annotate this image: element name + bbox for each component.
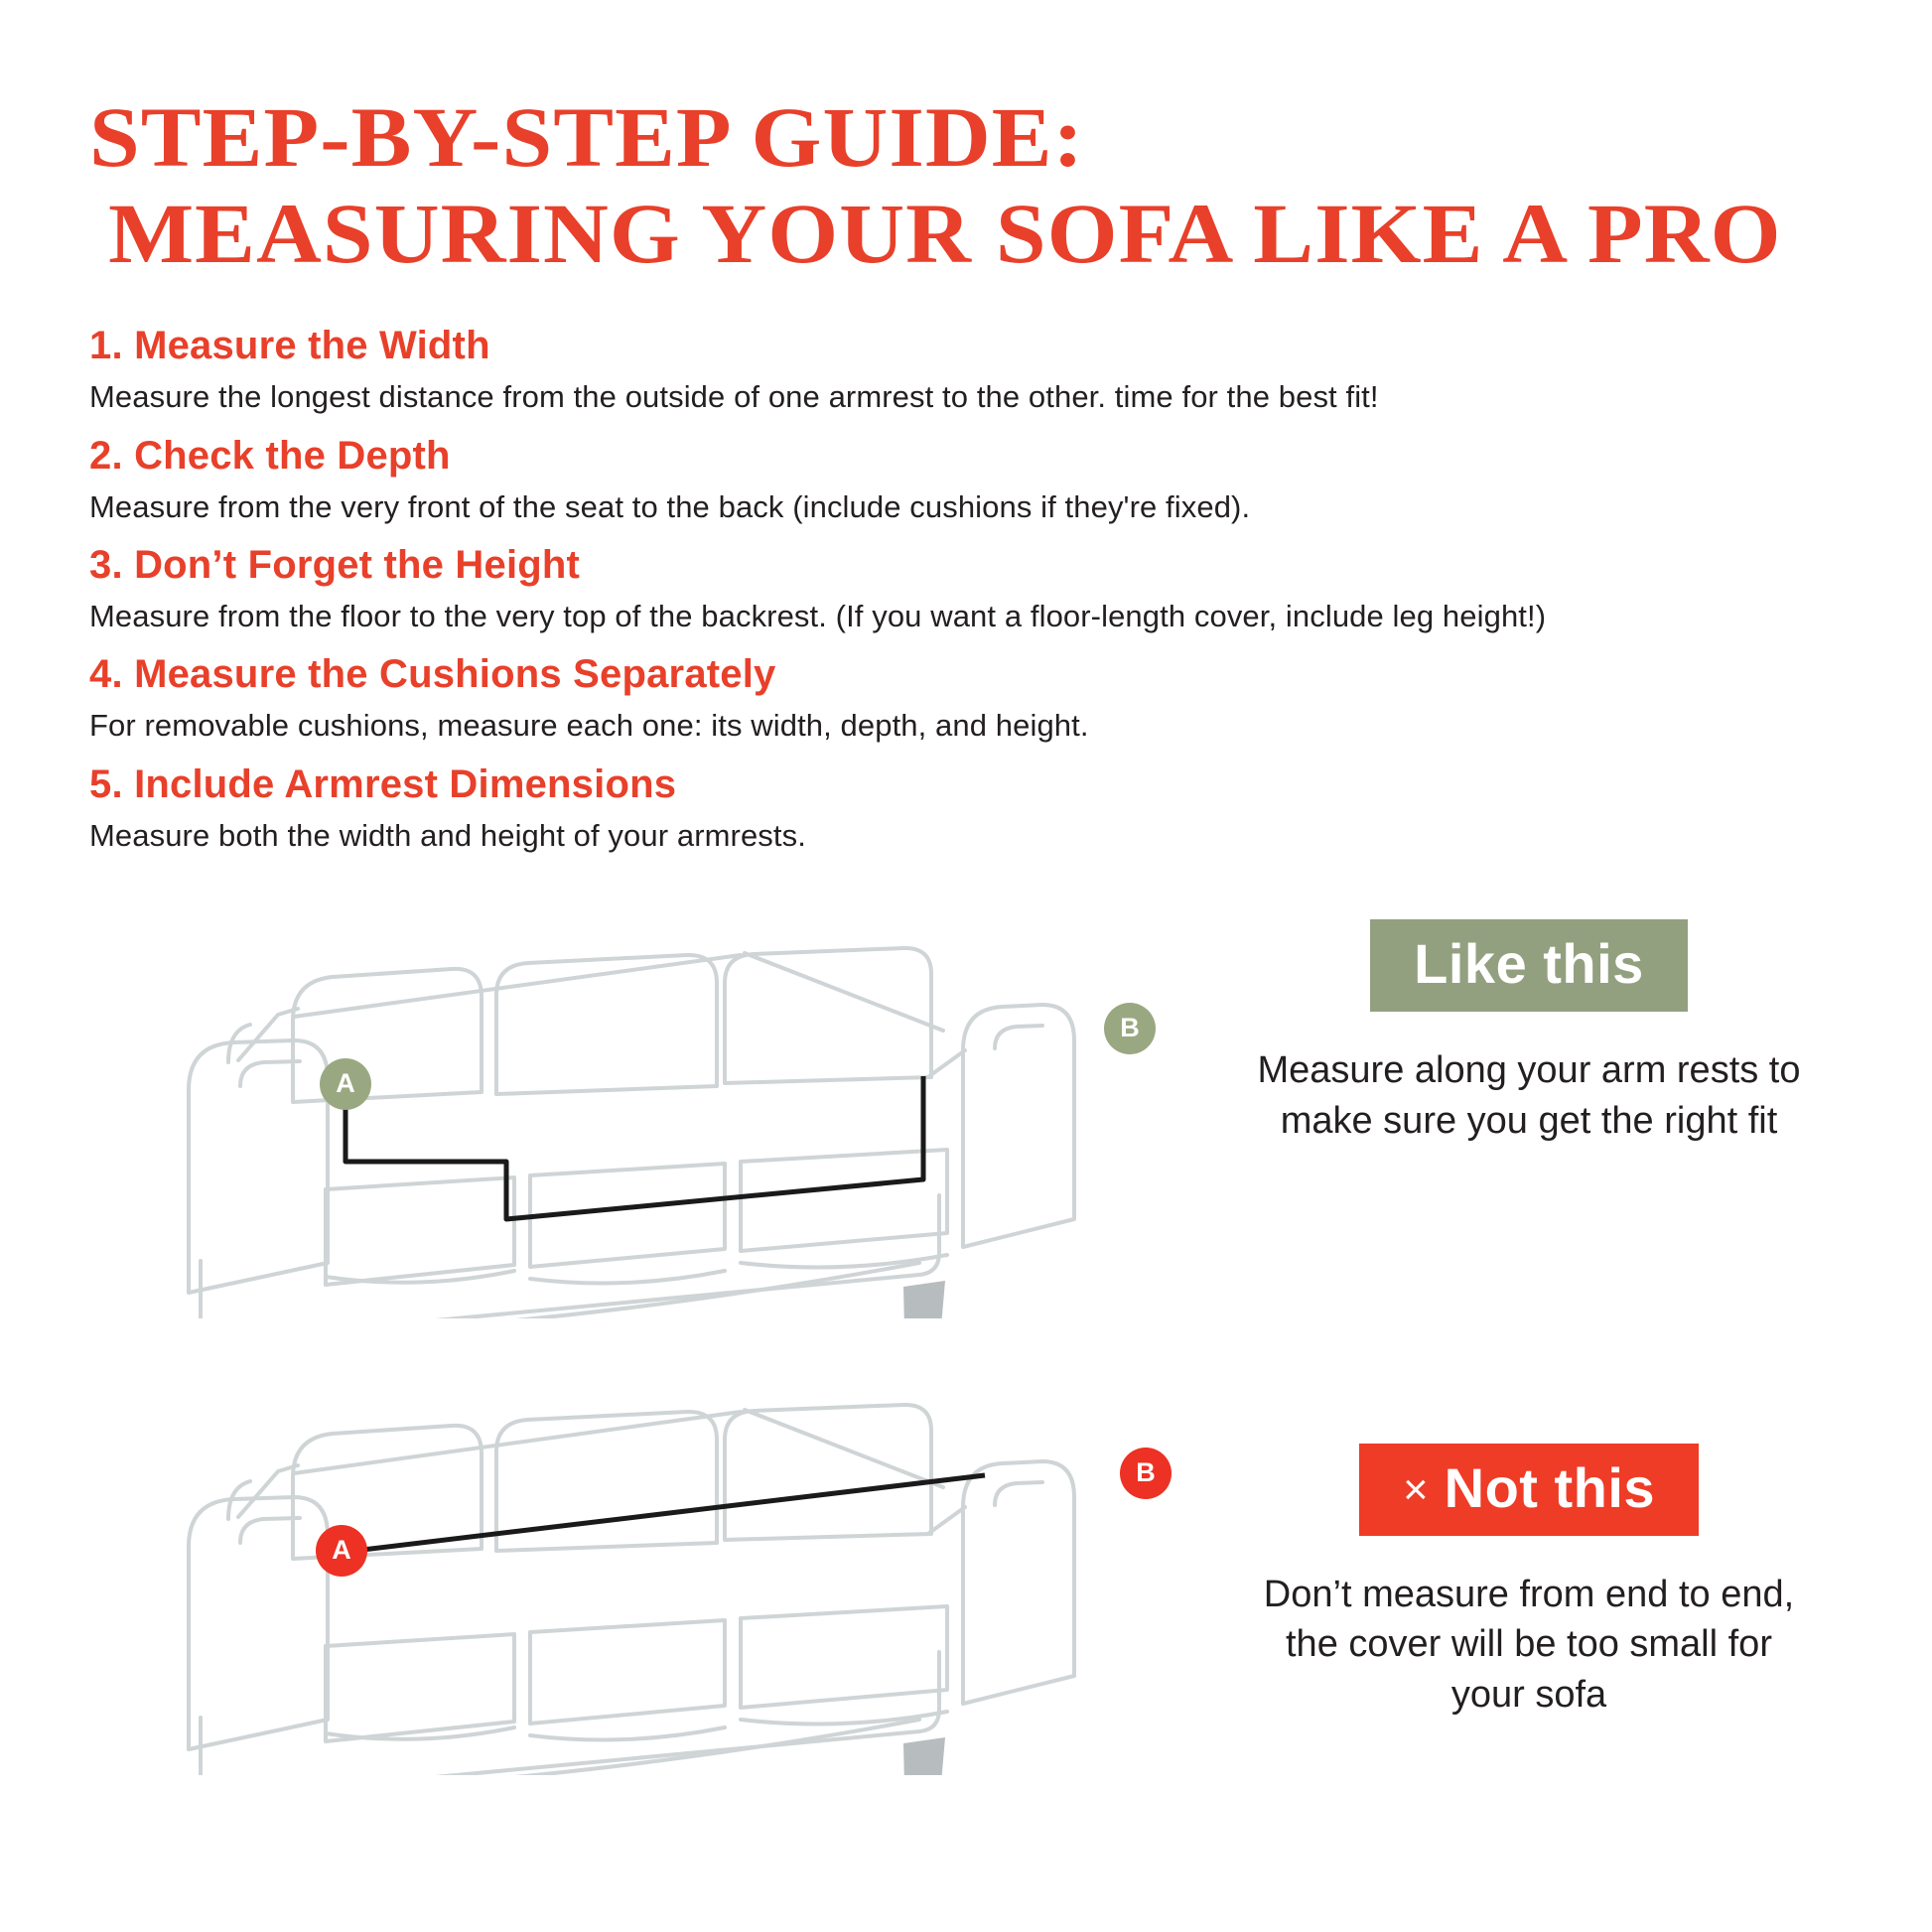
callout-not-banner-row (1251, 1444, 1807, 1537)
callout-like-this (1251, 919, 1807, 1146)
step-3-body: Measure from the floor to the very top of the backrest. (If you want a floor-length cover, include leg height!) (89, 598, 1547, 633)
step-item-3 (89, 543, 1843, 636)
step-3-heading: 3. Don’t Forget the Height (89, 542, 581, 587)
measure-path-correct (345, 1076, 923, 1219)
close-icon: × (1402, 1464, 1429, 1514)
measure-path-incorrect (338, 1475, 985, 1553)
callout-like-label: Like this (1414, 931, 1644, 995)
sofa-outline-svg-2 (89, 1348, 1162, 1775)
step-4-body: For removable cushions, measure each one: its width, depth, and height. (89, 708, 1089, 744)
step-4-heading: 4. Measure the Cushions Separately (89, 652, 776, 697)
badge-point-b-incorrect: B (1120, 1448, 1172, 1499)
badge-point-b-correct: B (1104, 1003, 1156, 1054)
diagram-column (89, 892, 1211, 1785)
callout-like-text: Measure along your arm rests to make sure you get the right fit (1257, 1049, 1801, 1142)
illustration-section (89, 892, 1843, 1785)
step-5-heading: 5. Include Armrest Dimensions (89, 761, 677, 806)
page-title-line-2: MEASURING YOUR SOFA LIKE A PRO (108, 186, 1782, 282)
callout-not-this (1251, 1444, 1807, 1720)
sofa-diagram-incorrect (89, 1348, 1162, 1775)
badge-point-a-correct: A (320, 1058, 371, 1110)
callout-like-banner (1370, 919, 1688, 1013)
badge-point-a-incorrect: A (316, 1525, 367, 1577)
steps-list (89, 324, 1843, 855)
callout-like-banner-row (1251, 919, 1807, 1013)
callout-not-label: Not this (1444, 1455, 1656, 1519)
step-1-heading: 1. Measure the Width (89, 324, 490, 368)
sofa-diagram-correct (89, 892, 1162, 1318)
step-item-2 (89, 434, 1843, 527)
step-2-body: Measure from the very front of the seat to the back (include cushions if they're fixed). (89, 488, 1251, 524)
sofa-outline-svg-1 (89, 892, 1162, 1318)
step-2-heading: 2. Check the Depth (89, 433, 451, 478)
callout-not-banner (1359, 1444, 1699, 1537)
page-title-line-1: STEP-BY-STEP GUIDE: (89, 89, 1085, 185)
step-item-1 (89, 324, 1843, 417)
step-5-body: Measure both the width and height of your armrests. (89, 817, 806, 853)
step-item-5 (89, 762, 1843, 856)
callout-column (1211, 892, 1843, 1785)
step-1-body: Measure the longest distance from the outside of one armrest to the other. time for the best fit! (89, 379, 1379, 415)
step-item-4 (89, 652, 1843, 746)
page-title (89, 89, 1843, 282)
callout-not-text: Don’t measure from end to end, the cover will be too small for your sofa (1263, 1574, 1795, 1716)
